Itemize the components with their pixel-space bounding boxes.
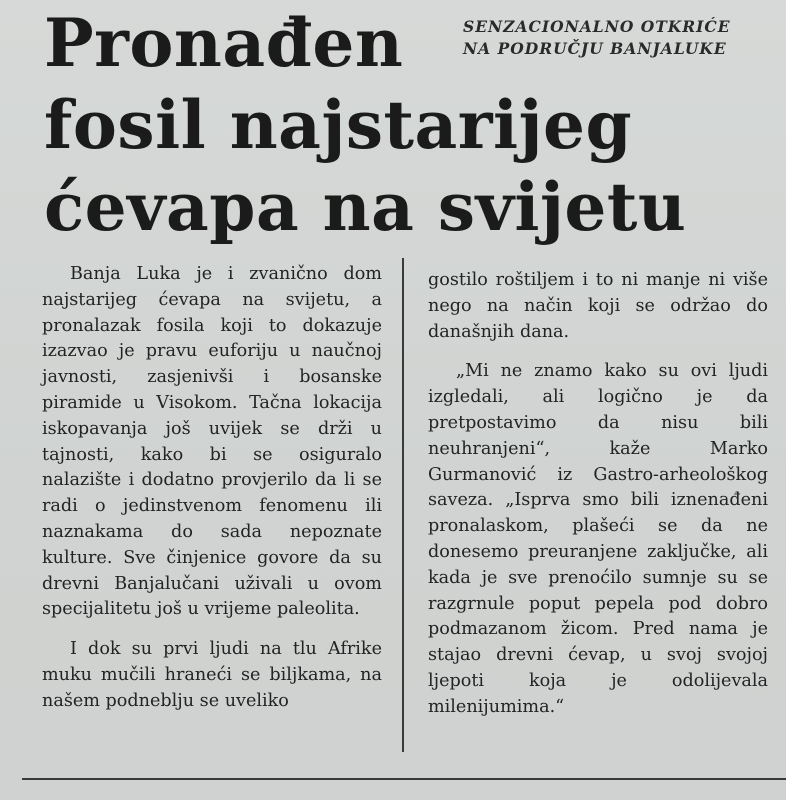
right-paragraph-2: „Mi ne znamo kako su ovi ljudi izgledali, ali logično je da pretpostavimo da nisu bili neuhranjeni“, kaže Marko Gurmanović iz Gastro-arheološkog saveza. „Isprva smo bili iznenađeni pronalaskom, plašeći se da ne donesemo preuranjene zaključke, ali kada je sve prenoćilo sumnje su se razgrnule poput pepela pod dobro podmazanom žicom. Pred nama je stajao drevni ćevap, u svoj svojoj ljepoti koja je odolijevala milenijumima.“ bbox=[428, 361, 768, 717]
left-paragraph-1: Banja Luka je i zvanično dom najstarijeg ćevapa na svijetu, a pronalazak fosila koji to dokazuje izazvao je pravu euforiju u naučnoj javnosti, zasjenivši i bosanske piramide u Visokom. Tačna lokacija iskopavanja još uvijek se drži u tajnosti, kako bi se osiguralo nalazište i dodatno provjerilo da li se radi o jedinstvenom fenomenu ili naznakama do sada nepoznate kulture. Sve činjenice govore da su drevni Banjalučani uživali u ovom specijalitetu još u vrijeme paleolita. bbox=[42, 264, 382, 620]
article-left-column bbox=[42, 262, 382, 729]
right-paragraph-1: gostilo roštiljem i to ni manje ni više nego na način koji se održao do današnjih dana. bbox=[428, 270, 768, 342]
bottom-rule bbox=[22, 778, 786, 780]
headline-line-2: fosil najstarijeg bbox=[44, 86, 633, 164]
column-divider bbox=[402, 258, 404, 752]
kicker-line-1: SENZACIONALNO OTKRIĆE bbox=[463, 17, 731, 36]
article-kicker bbox=[463, 16, 753, 60]
headline-line-3: ćevapa na svijetu bbox=[44, 168, 687, 246]
article-right-column bbox=[428, 268, 768, 735]
headline-line-1: Pronađen bbox=[44, 4, 404, 82]
kicker-line-2: NA PODRUČJU BANJALUKE bbox=[463, 39, 727, 58]
left-paragraph-2: I dok su prvi ljudi na tlu Afrike muku mučili hraneći se biljkama, na našem podneblju se uveliko bbox=[42, 639, 382, 711]
